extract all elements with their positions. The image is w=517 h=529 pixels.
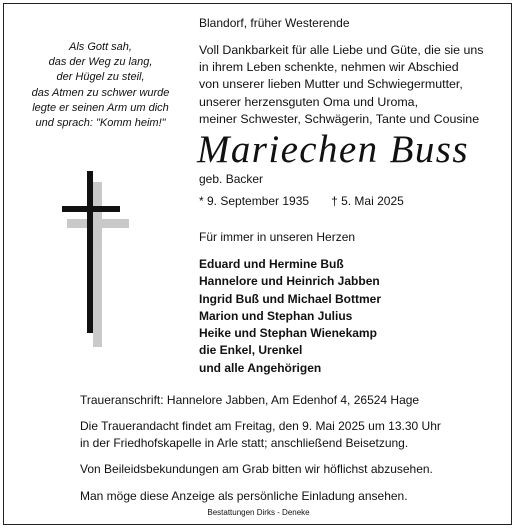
mourning-address: Traueranschrift: Hannelore Jabben, Am Edenhof 4, 26524 Hage [80,393,420,407]
cross-icon [60,164,150,349]
obituary-notice [3,3,512,525]
life-dates [199,194,404,208]
mourner-item: Heike und Stephan Wienekamp [199,326,377,341]
service-line: in der Friedhofskapelle in Arle statt; anschließend Beisetzung. [80,436,409,450]
place-line: Blandorf, früher Westerende [199,16,350,30]
mourner-item: Eduard und Hermine Buß [199,257,344,271]
poem-line: der Hügel zu steil, [56,71,145,84]
birth-date: * 9. September 1935 [199,194,310,208]
invitation-note: Man möge diese Anzeige als persönliche Einladung ansehen. [80,489,408,503]
death-date: † 5. Mai 2025 [331,194,404,208]
mourner-item: und alle Angehörigen [199,360,322,375]
thanks-line: von unserer lieben Mutter und Schwiegermutter, [199,77,463,92]
poem [18,40,183,131]
mourners-list [199,256,381,377]
service-line: Die Trauerandacht findet am Freitag, den 9. Mai 2025 um 13.30 Uhr [80,419,441,433]
deceased-name: Mariechen Buss [197,128,469,171]
maiden-name: geb. Backer [199,172,264,186]
mourner-item: Hannelore und Heinrich Jabben [199,274,380,289]
poem-line: das Atmen zu schwer wurde [31,86,170,99]
thanks-text [199,42,483,128]
service-info [80,418,441,452]
poem-line: legte er seinen Arm um dich [32,101,169,114]
poem-line: und sprach: "Komm heim!" [35,117,166,130]
thanks-line: in ihrem Leben schenkte, nehmen wir Abschied [199,60,459,75]
poem-line: Als Gott sah, [69,41,132,53]
poem-line: das der Weg zu lang, [48,56,153,69]
thanks-line: Voll Dankbarkeit für alle Liebe und Güte, die sie uns [199,43,484,57]
thanks-line: unserer herzensguten Oma und Uroma, [199,94,419,109]
forever-line: Für immer in unseren Herzen [199,230,356,244]
mourner-item: Marion und Stephan Julius [199,308,353,323]
funeral-home: Bestattungen Dirks - Deneke [207,508,310,517]
thanks-line: meiner Schwester, Schwägerin, Tante und Cousine [199,111,480,126]
condolence-note: Von Beileidsbekundungen am Grab bitten wir höflichst abzusehen. [80,462,433,476]
mourner-item: die Enkel, Urenkel [199,343,303,358]
mourner-item: Ingrid Buß und Michael Bottmer [199,291,381,306]
